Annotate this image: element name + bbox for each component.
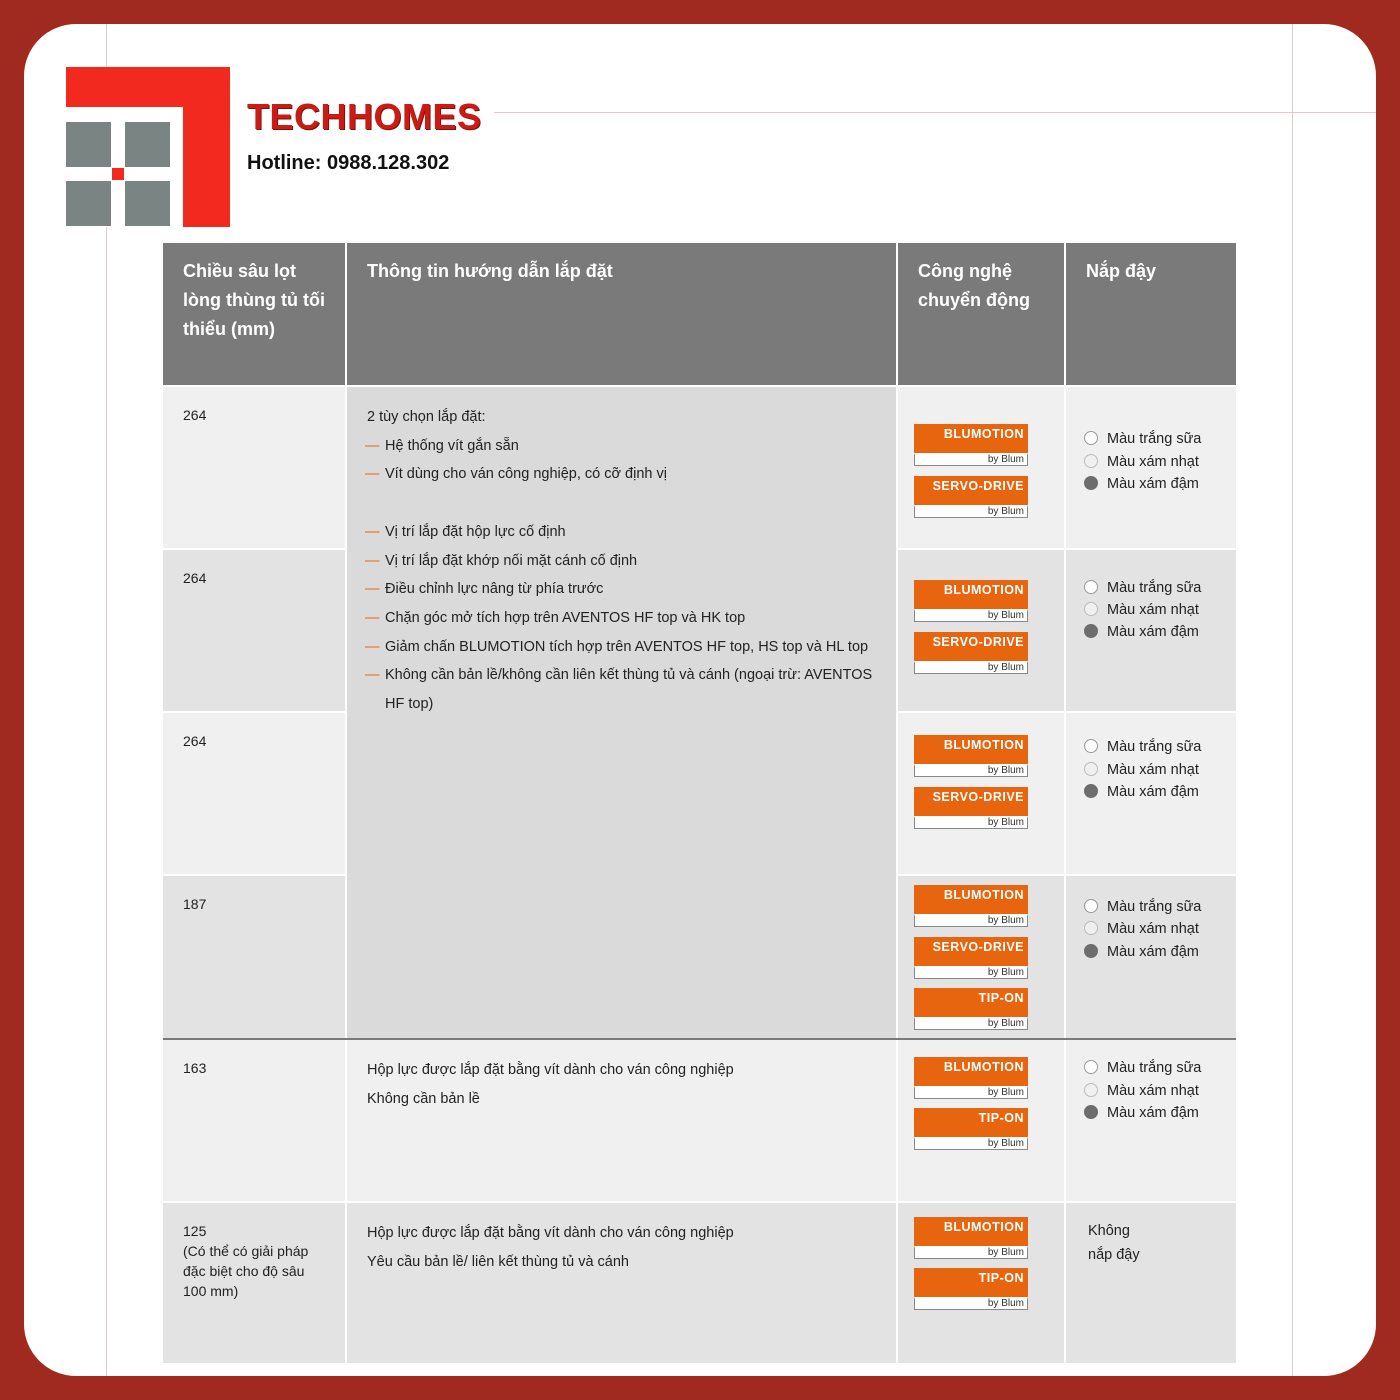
- cover-option: Màu xám nhạt: [1084, 454, 1199, 470]
- depth-cell: 163: [163, 1040, 345, 1201]
- cover-option: Màu xám nhạt: [1084, 762, 1199, 778]
- cover-option: Màu xám đậm: [1084, 476, 1199, 492]
- header-motion: Công nghệ chuyển động: [898, 243, 1064, 385]
- cover-option: Màu xám đậm: [1084, 624, 1199, 640]
- cover-option: Màu xám đậm: [1084, 1105, 1199, 1121]
- blumotion-badge: BLUMOTION by Blum: [914, 1217, 1028, 1259]
- cover-cell: [1066, 713, 1236, 874]
- header-depth: Chiều sâu lọt lòng thùng tủ tối thiểu (mm): [163, 243, 345, 385]
- cover-option: Màu xám nhạt: [1084, 1083, 1199, 1099]
- blumotion-badge: BLUMOTION by Blum: [914, 424, 1028, 466]
- install-info-row5: [347, 1040, 896, 1201]
- list-item: — Không cần bản lề/không cần liên kết thùng tủ và cánh (ngoại trừ: AVENTOS HF top): [367, 661, 876, 718]
- install-info-row6: [347, 1203, 896, 1363]
- radio-white-icon: [1084, 899, 1098, 913]
- list-item: — Vị trí lắp đặt khớp nối mặt cánh cố định: [367, 547, 876, 576]
- header-info: Thông tin hướng dẫn lắp đặt: [347, 243, 896, 385]
- blumotion-badge: BLUMOTION by Blum: [914, 735, 1028, 777]
- cover-cell: [1066, 876, 1236, 1038]
- cover-option: Màu xám đậm: [1084, 784, 1199, 800]
- install-intro: 2 tùy chọn lắp đặt:: [367, 409, 486, 425]
- tip-on-badge: TIP-ON by Blum: [914, 988, 1028, 1030]
- radio-darkgray-icon: [1084, 476, 1098, 490]
- list-item: — Điều chỉnh lực nâng từ phía trước: [367, 575, 876, 604]
- list-item: — Vít dùng cho ván công nghiệp, có cỡ định vị: [367, 460, 876, 489]
- motion-cell: [898, 387, 1064, 548]
- motion-cell: [898, 1040, 1064, 1201]
- motion-cell: [898, 713, 1064, 874]
- list-item: — Vị trí lắp đặt hộp lực cố định: [367, 518, 876, 547]
- cover-option: Màu trắng sữa: [1084, 739, 1201, 755]
- hotline: Hotline: 0988.128.302: [247, 152, 450, 174]
- motion-cell: [898, 1203, 1064, 1363]
- radio-lightgray-icon: [1084, 762, 1098, 776]
- row-separator: [163, 1038, 1236, 1040]
- tip-on-badge: TIP-ON by Blum: [914, 1108, 1028, 1150]
- radio-darkgray-icon: [1084, 944, 1098, 958]
- depth-cell: 125 (Có thể có giải pháp đặc biệt cho độ sâu 100 mm): [163, 1203, 345, 1363]
- install-info-group: [347, 387, 896, 1038]
- motion-cell: [898, 876, 1064, 1038]
- radio-white-icon: [1084, 431, 1098, 445]
- servo-drive-badge: SERVO-DRIVE by Blum: [914, 787, 1028, 829]
- depth-cell: 264: [163, 713, 345, 874]
- cover-option: Màu trắng sữa: [1084, 431, 1201, 447]
- radio-lightgray-icon: [1084, 1083, 1098, 1097]
- header-cover: Nắp đậy: [1066, 243, 1236, 385]
- servo-drive-badge: SERVO-DRIVE by Blum: [914, 476, 1028, 518]
- radio-lightgray-icon: [1084, 602, 1098, 616]
- radio-lightgray-icon: [1084, 454, 1098, 468]
- cover-option: Màu xám nhạt: [1084, 602, 1199, 618]
- blumotion-badge: BLUMOTION by Blum: [914, 885, 1028, 927]
- cover-cell: [1066, 387, 1236, 548]
- depth-cell: 264: [163, 550, 345, 711]
- cover-cell: [1066, 1040, 1236, 1201]
- radio-darkgray-icon: [1084, 1105, 1098, 1119]
- cover-cell-none: Không nắp đậy: [1066, 1203, 1236, 1363]
- servo-drive-badge: SERVO-DRIVE by Blum: [914, 937, 1028, 979]
- motion-cell: [898, 550, 1064, 711]
- list-item: — Chặn góc mở tích hợp trên AVENTOS HF top và HK top: [367, 604, 876, 633]
- radio-darkgray-icon: [1084, 784, 1098, 798]
- cover-option: Màu trắng sữa: [1084, 580, 1201, 596]
- cover-option: Màu trắng sữa: [1084, 1060, 1201, 1076]
- guide-line: [494, 112, 1376, 113]
- info-line: Hộp lực được lắp đặt bằng vít dành cho ván công nghiệp: [367, 1225, 734, 1241]
- depth-cell: 264: [163, 387, 345, 548]
- product-table: [163, 243, 1236, 1363]
- cover-option: Màu xám đậm: [1084, 944, 1199, 960]
- radio-white-icon: [1084, 739, 1098, 753]
- list-item: — Giảm chấn BLUMOTION tích hợp trên AVENTOS HF top, HS top và HL top: [367, 633, 876, 662]
- radio-darkgray-icon: [1084, 624, 1098, 638]
- info-line: Yêu cầu bản lề/ liên kết thùng tủ và cánh: [367, 1253, 629, 1270]
- cover-option: Màu xám nhạt: [1084, 921, 1199, 937]
- blumotion-badge: BLUMOTION by Blum: [914, 580, 1028, 622]
- depth-cell: 187: [163, 876, 345, 1038]
- servo-drive-badge: SERVO-DRIVE by Blum: [914, 632, 1028, 674]
- radio-white-icon: [1084, 1060, 1098, 1074]
- guide-line: [1292, 24, 1293, 1376]
- info-line: Hộp lực được lắp đặt bằng vít dành cho ván công nghiệp: [367, 1062, 734, 1078]
- cover-option: Màu trắng sữa: [1084, 899, 1201, 915]
- tip-on-badge: TIP-ON by Blum: [914, 1268, 1028, 1310]
- radio-lightgray-icon: [1084, 921, 1098, 935]
- blumotion-badge: BLUMOTION by Blum: [914, 1057, 1028, 1099]
- info-line: Không cần bản lề: [367, 1090, 480, 1107]
- brand-name: TECHHOMES: [247, 96, 482, 137]
- radio-white-icon: [1084, 580, 1098, 594]
- cover-cell: [1066, 550, 1236, 711]
- list-item: — Hệ thống vít gắn sẵn: [367, 432, 876, 461]
